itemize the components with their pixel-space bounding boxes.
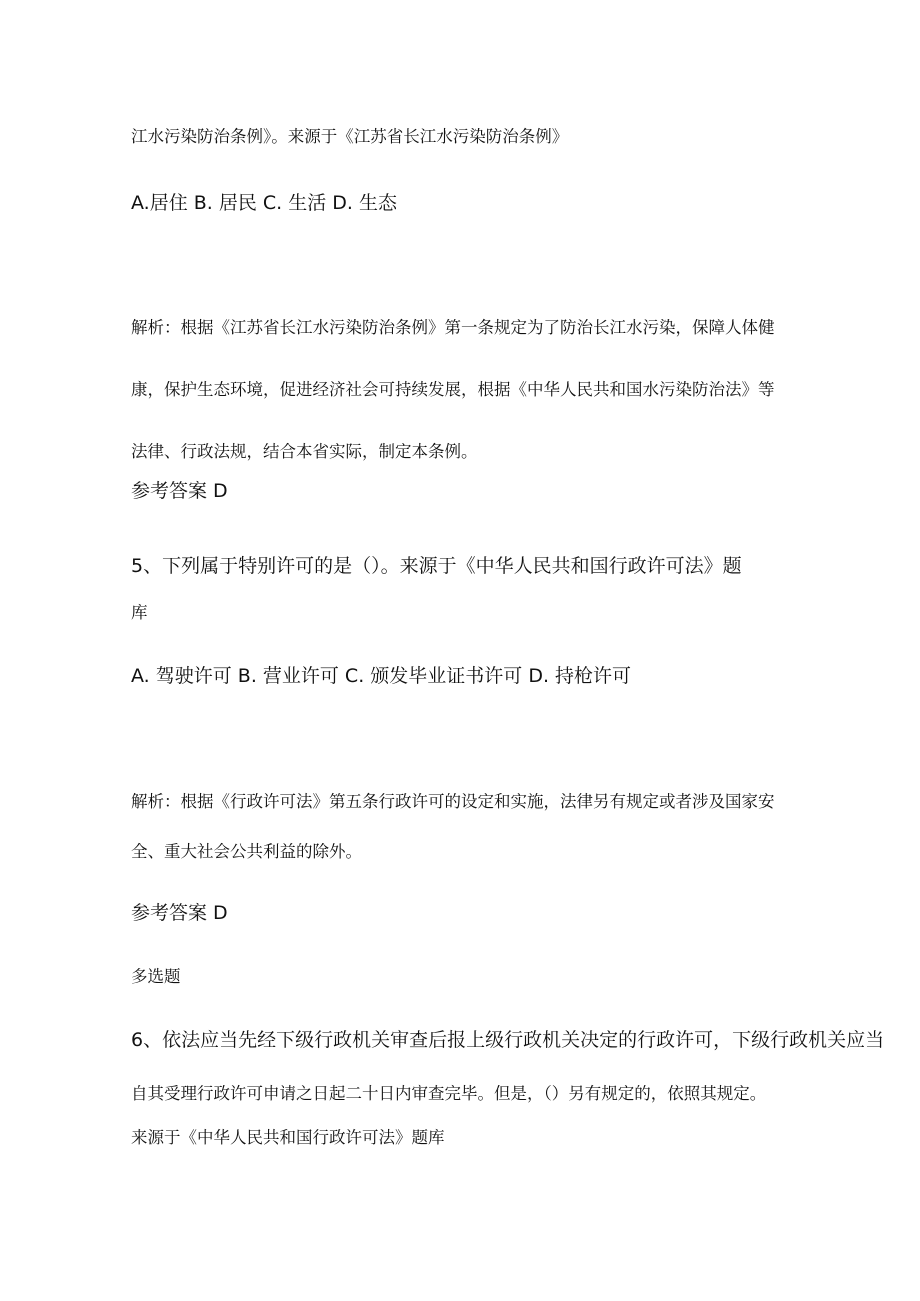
q4-analysis-line: 法律、行政法规，结合本省实际，制定本条例。 — [131, 442, 478, 461]
q4-answer: 参考答案 D — [131, 480, 228, 502]
q4-analysis-line: 康，保护生态环境，促进经济社会可持续发展，根据《中华人民共和国水污染防治法》等 — [131, 380, 775, 399]
q5-analysis-line: 全、重大社会公共利益的除外。 — [131, 842, 362, 861]
q5-options: A. 驾驶许可 B. 营业许可 C. 颁发毕业证书许可 D. 持枪许可 — [131, 665, 632, 687]
q4-analysis-line: 解析：根据《江苏省长江水污染防治条例》第一条规定为了防治长江水污染，保障人体健 — [131, 318, 775, 337]
q4-stem-tail: 江水污染防治条例》。来源于《江苏省长江水污染防治条例》 — [131, 127, 569, 146]
q6-stem-line: 6、依法应当先经下级行政机关审查后报上级行政机关决定的行政许可，下级行政机关应当 — [131, 1029, 885, 1051]
q4-options: A.居住 B. 居民 C. 生活 D. 生态 — [131, 192, 397, 214]
section-heading: 多选题 — [131, 967, 181, 986]
q6-stem-line: 自其受理行政许可申请之日起二十日内审查完毕。但是，（）另有规定的，依照其规定。 — [131, 1084, 767, 1103]
q6-stem-line: 来源于《中华人民共和国行政许可法》题库 — [131, 1128, 445, 1147]
q5-stem-line: 5、下列属于特别许可的是（）。来源于《中华人民共和国行政许可法》题 — [131, 555, 742, 577]
q5-answer: 参考答案 D — [131, 902, 228, 924]
q5-stem-line: 库 — [131, 603, 148, 622]
q5-analysis-line: 解析：根据《行政许可法》第五条行政许可的设定和实施，法律另有规定或者涉及国家安 — [131, 792, 775, 811]
